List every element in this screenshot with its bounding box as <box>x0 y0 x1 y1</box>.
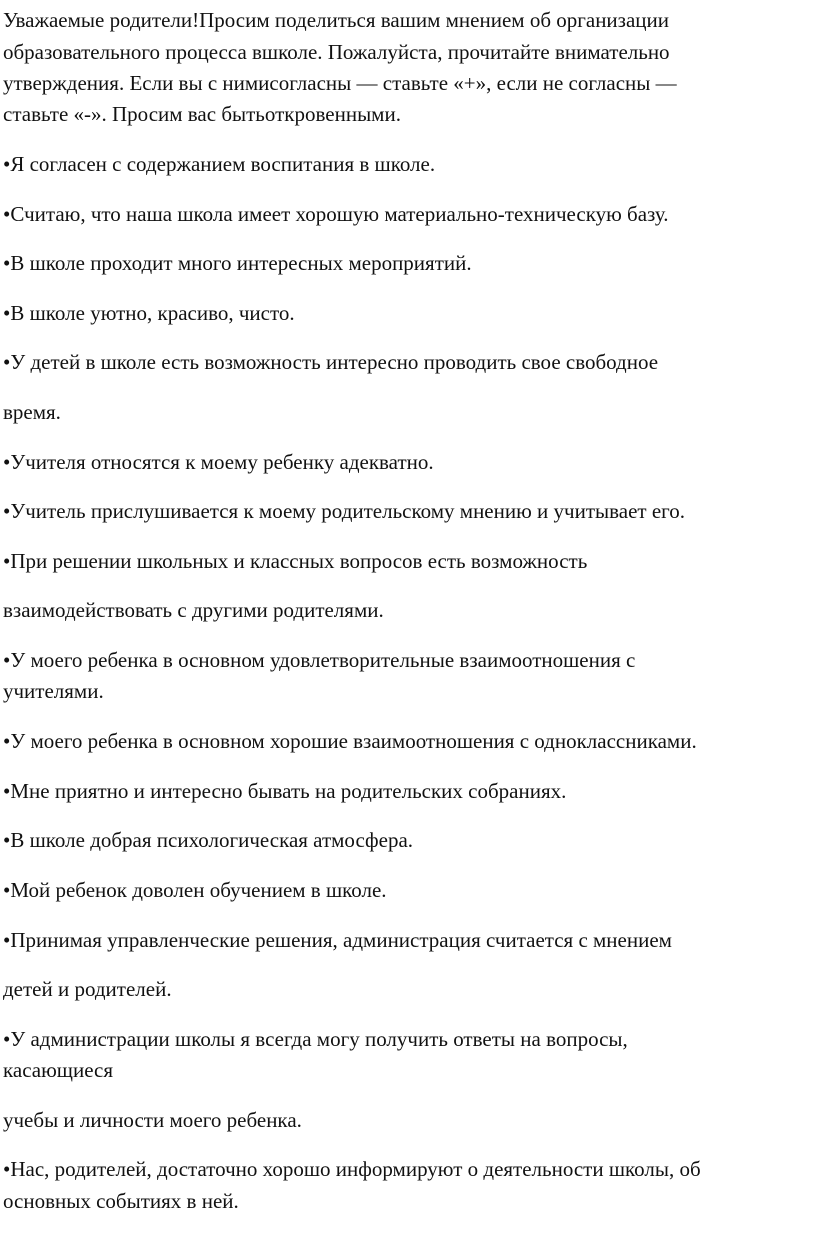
survey-item-line: •В школе проходит много интересных мероприятий. <box>3 251 472 275</box>
survey-item-line: •У моего ребенка в основном удовлетворительные взаимоотношения с <box>3 648 636 672</box>
survey-item-line: •Учителя относятся к моему ребенку адекватно. <box>3 450 434 474</box>
survey-item-line: •В школе добрая психологическая атмосфера. <box>3 828 414 852</box>
survey-item-line: •У детей в школе есть возможность интересно проводить свое свободное <box>3 350 659 374</box>
survey-item-line: •У моего ребенка в основном хорошие взаимоотношения с одноклассниками. <box>3 729 697 753</box>
survey-item-line: время. <box>3 400 61 424</box>
survey-item-line: •Учитель прислушивается к моему родительскому мнению и учитывает его. <box>3 499 685 523</box>
intro-line-1: Уважаемые родители!Просим поделиться вашим мнением об организации <box>3 8 670 32</box>
intro-line-3: утверждения. Если вы с нимисогласны — ставьте «+», если не согласны — <box>3 71 677 95</box>
survey-item-line: •Принимая управленческие решения, администрация считается с мнением <box>3 928 672 952</box>
survey-item-line: •Мой ребенок доволен обучением в школе. <box>3 878 387 902</box>
intro-line-2: образовательного процесса вшколе. Пожалуйста, прочитайте внимательно <box>3 40 670 64</box>
survey-item-line: учителями. <box>3 679 104 703</box>
survey-item-line: •Нас, родителей, достаточно хорошо информируют о деятельности школы, об <box>3 1157 701 1181</box>
survey-item-line: •Я согласен с содержанием воспитания в школе. <box>3 152 436 176</box>
survey-item-line: учебы и личности моего ребенка. <box>3 1108 302 1132</box>
survey-item-line: •При решении школьных и классных вопросов есть возможность <box>3 549 588 573</box>
survey-item-line: •Мне приятно и интересно бывать на родительских собраниях. <box>3 779 567 803</box>
intro-line-4: ставьте «-». Просим вас бытьоткровенными. <box>3 102 401 126</box>
survey-item-line: •Считаю, что наша школа имеет хорошую материально-техническую базу. <box>3 202 669 226</box>
survey-item-line: взаимодействовать с другими родителями. <box>3 598 384 622</box>
survey-item-line: •В школе уютно, красиво, чисто. <box>3 301 295 325</box>
survey-item-line: касающиеся <box>3 1058 114 1082</box>
survey-item-line: основных событиях в ней. <box>3 1189 239 1213</box>
survey-item-line: детей и родителей. <box>3 977 172 1001</box>
survey-item-line: •У администрации школы я всегда могу получить ответы на вопросы, <box>3 1027 628 1051</box>
